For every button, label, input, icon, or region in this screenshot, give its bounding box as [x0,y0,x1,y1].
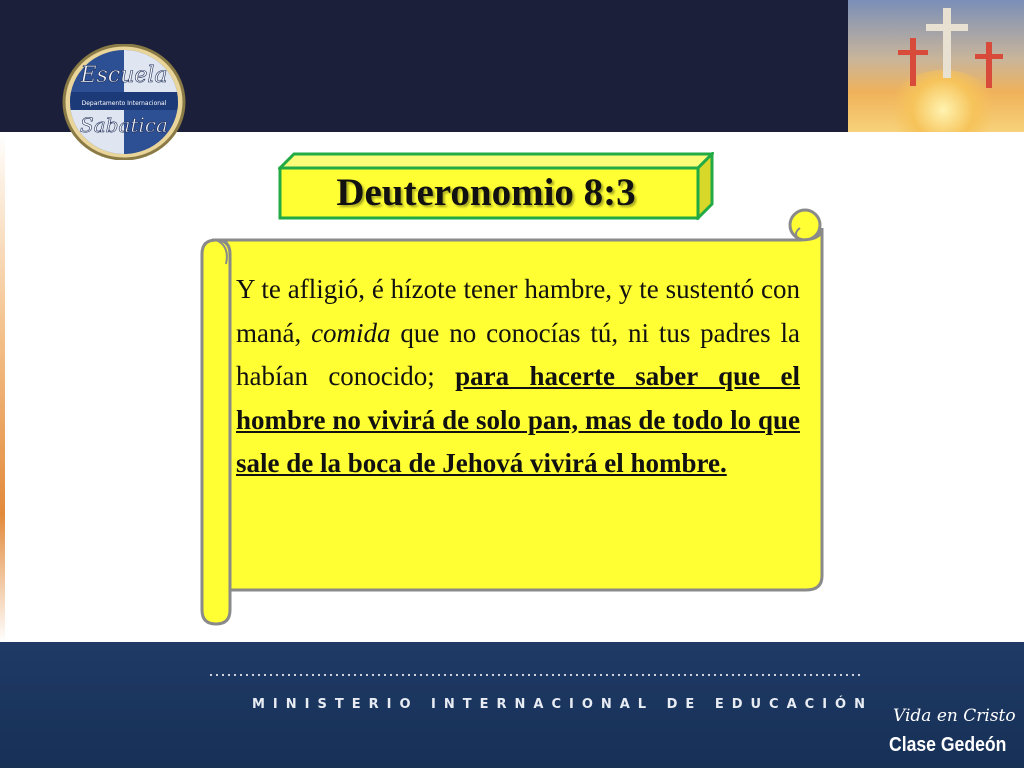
verse-part1: Y te afligió, é hízote tener hambre, y te sustentó con maná, [236,274,800,348]
verse-italic-word: comida [311,317,391,348]
verse-text [236,268,800,486]
verse-part2: que no conocías tú, ni tus padres la habían conocido; [236,317,800,391]
left-edge-decoration [0,132,5,642]
escuela-sabatica-logo [62,44,186,160]
class-name-label: Clase Gedeón [889,734,1007,756]
slide-title: Deuteronomio 8:3 [336,170,636,214]
three-crosses-icon [848,0,1024,132]
series-label: Vida en Cristo [893,706,1016,726]
verse-emphasis: para hacerte saber que el hombre no vivirá de solo pan, mas de todo lo que sale de la boca de Jehová vivirá el hombre. [236,361,800,478]
dotted-divider [208,674,864,676]
logo-line1: Escuela [80,63,168,88]
logo-line2: Departamento Internacional [81,100,167,107]
logo-line3: Sabatica [80,113,168,137]
ministry-label: MINISTERIO INTERNACIONAL DE EDUCACIÓN [252,697,873,712]
